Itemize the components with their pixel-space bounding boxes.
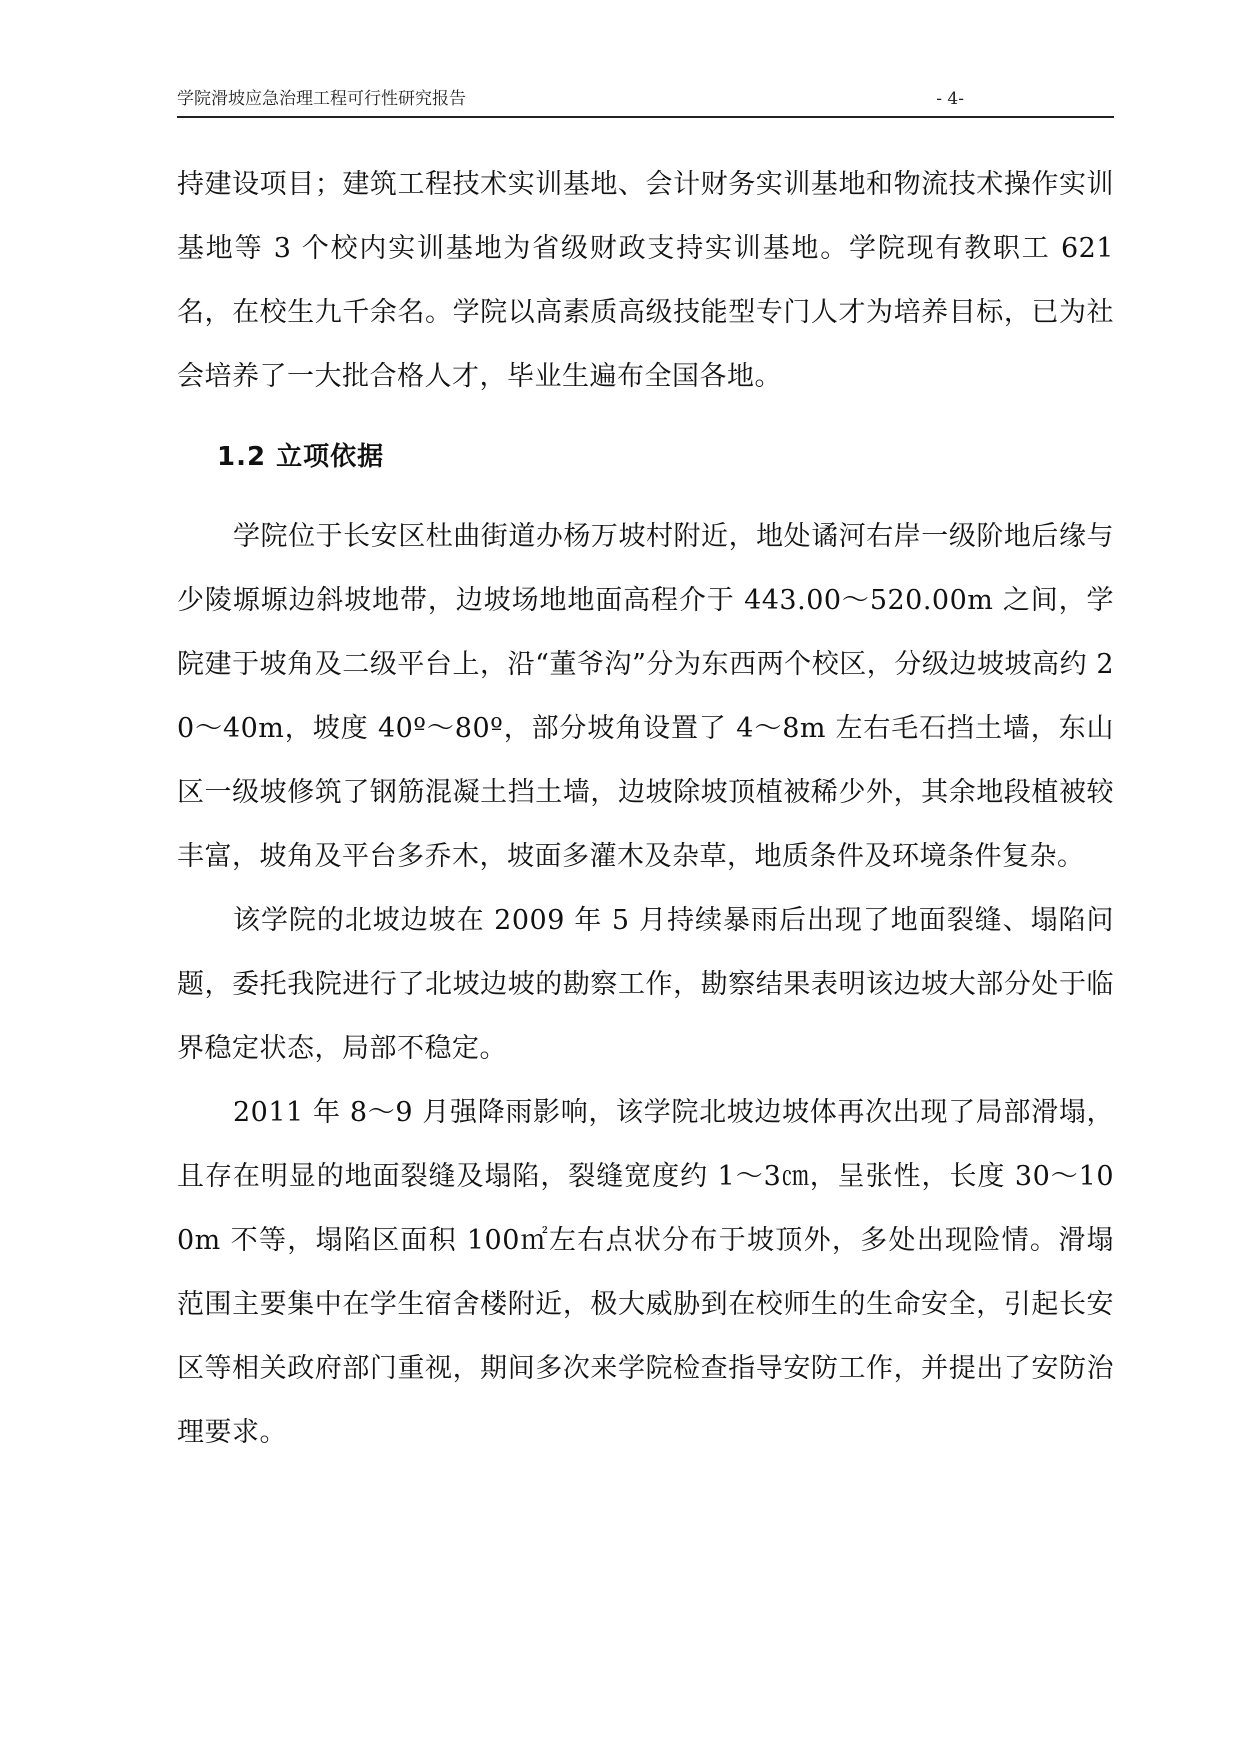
header-title: 学院滑坡应急治理工程可行性研究报告 [177,89,466,109]
document-body [177,153,1114,1465]
paragraph-continued: 持建设项目；建筑工程技术实训基地、会计财务实训基地和物流技术操作实训基地等 3 个校内实训基地为省级财政支持实训基地。学院现有教职工 621 名，在校生九千余名。学院以高素质高级技能型专门人才为培养目标，已为社会培养了一大批合格人才，毕业生遍布全国各地。 [177,169,1114,392]
paragraph-2009-survey: 该学院的北坡边坡在 2009 年 5 月持续暴雨后出现了地面裂缝、塌陷问题，委托我院进行了北坡边坡的勘察工作，勘察结果表明该边坡大部分处于临界稳定状态，局部不稳定。 [177,905,1114,1064]
paragraph-2011-landslide: 2011 年 8～9 月强降雨影响，该学院北坡边坡体再次出现了局部滑塌，且存在明显的地面裂缝及塌陷，裂缝宽度约 1～3㎝，呈张性，长度 30～100m 不等，塌陷区面积 100㎡左右点状分布于坡顶外，多处出现险情。滑塌范围主要集中在学生宿舍楼附近，极大威胁到在校师生的生命安全，引起长安区等相关政府部门重视，期间多次来学院检查指导安防工作，并提出了安防治理要求。 [177,1097,1114,1448]
paragraph-location: 学院位于长安区杜曲街道办杨万坡村附近，地处谲河右岸一级阶地后缘与少陵塬塬边斜坡地带，边坡场地地面高程介于 443.00～520.00m 之间，学院建于坡角及二级平台上，沿“董爷沟”分为东西两个校区，分级边坡坡高约 20～40m，坡度 40º～80º，部分坡角设置了 4～8m 左右毛石挡土墙，东山区一级坡修筑了钢筋混凝土挡土墙，边坡除坡顶植被稀少外，其余地段植被较丰富，坡角及平台多乔木，坡面多灌木及杂草，地质条件及环境条件复杂。 [177,521,1114,872]
page-number: - 4- [936,89,964,109]
page-header [177,86,1114,118]
section-heading: 1.2 立项依据 [217,442,385,472]
